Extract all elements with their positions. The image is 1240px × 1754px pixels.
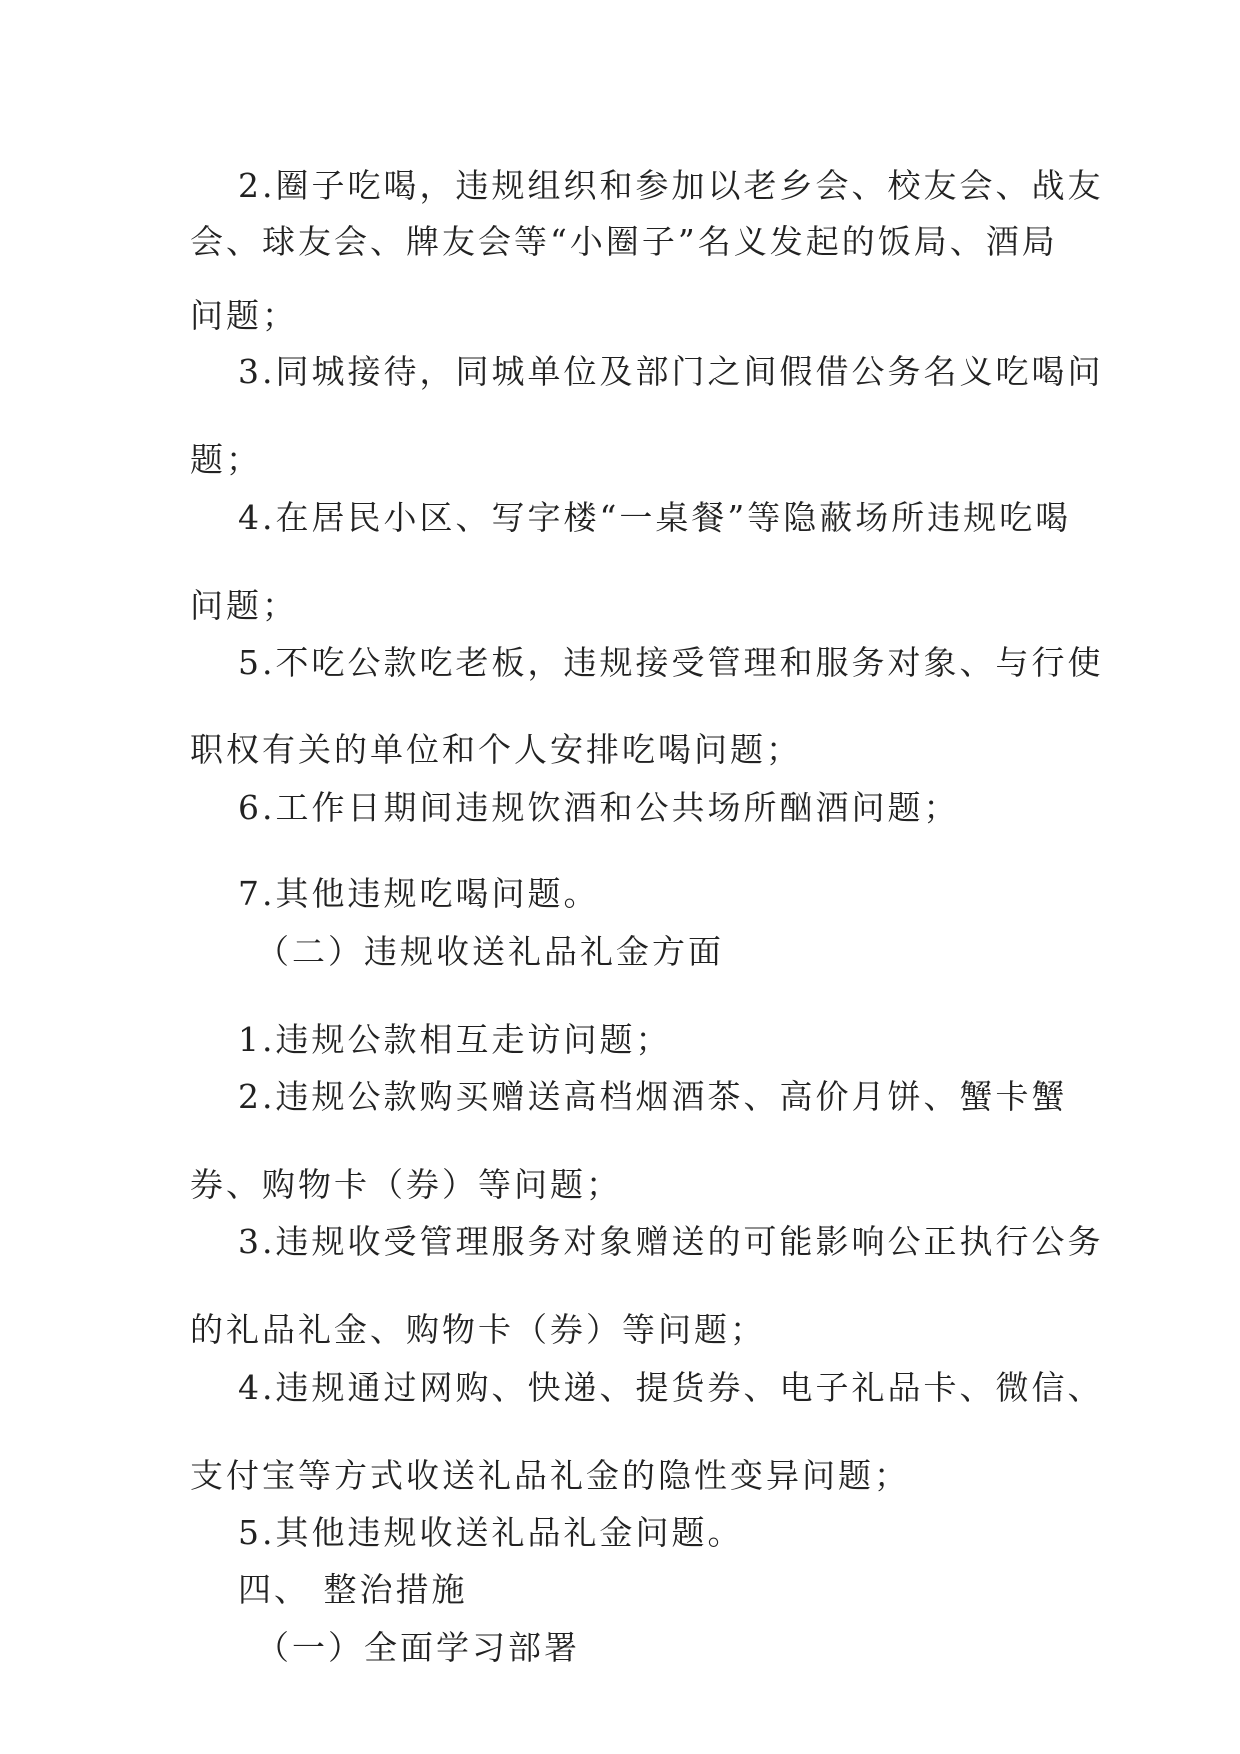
- paragraph-line: 职权有关的单位和个人安排吃喝问题；: [190, 730, 802, 769]
- section-subheading: （一）全面学习部署: [256, 1628, 580, 1667]
- paragraph-line: 2.违规公款购买赠送高档烟酒茶、高价月饼、蟹卡蟹: [238, 1077, 1068, 1116]
- paragraph-line: 题；: [190, 440, 262, 479]
- section-subheading: （二）违规收送礼品礼金方面: [256, 932, 724, 971]
- section-heading: 四、 整治措施: [238, 1570, 468, 1609]
- paragraph-line: 问题；: [190, 586, 298, 625]
- paragraph-line: 券、购物卡（券）等问题；: [190, 1165, 622, 1204]
- paragraph-line: 3.同城接待，同城单位及部门之间假借公务名义吃喝问: [238, 352, 1104, 391]
- paragraph-line: 的礼品礼金、购物卡（券）等问题；: [190, 1310, 766, 1349]
- paragraph-line: 2.圈子吃喝，违规组织和参加以老乡会、校友会、战友: [238, 166, 1104, 205]
- paragraph-line: 5.不吃公款吃老板，违规接受管理和服务对象、与行使: [238, 643, 1104, 682]
- paragraph-line: 6.工作日期间违规饮酒和公共场所酗酒问题；: [238, 788, 960, 827]
- paragraph-line: 5.其他违规收送礼品礼金问题。: [238, 1513, 744, 1552]
- paragraph-line: 7.其他违规吃喝问题。: [238, 874, 600, 913]
- paragraph-line: 会、球友会、牌友会等“小圈子”名义发起的饭局、酒局: [190, 222, 1058, 261]
- paragraph-line: 问题；: [190, 296, 298, 335]
- paragraph-line: 4.违规通过网购、快递、提货券、电子礼品卡、微信、: [238, 1368, 1104, 1407]
- paragraph-line: 1.违规公款相互走访问题；: [238, 1020, 672, 1059]
- paragraph-line: 3.违规收受管理服务对象赠送的可能影响公正执行公务: [238, 1222, 1104, 1261]
- paragraph-line: 支付宝等方式收送礼品礼金的隐性变异问题；: [190, 1456, 910, 1495]
- paragraph-line: 4.在居民小区、写字楼“一桌餐”等隐蔽场所违规吃喝: [238, 498, 1072, 537]
